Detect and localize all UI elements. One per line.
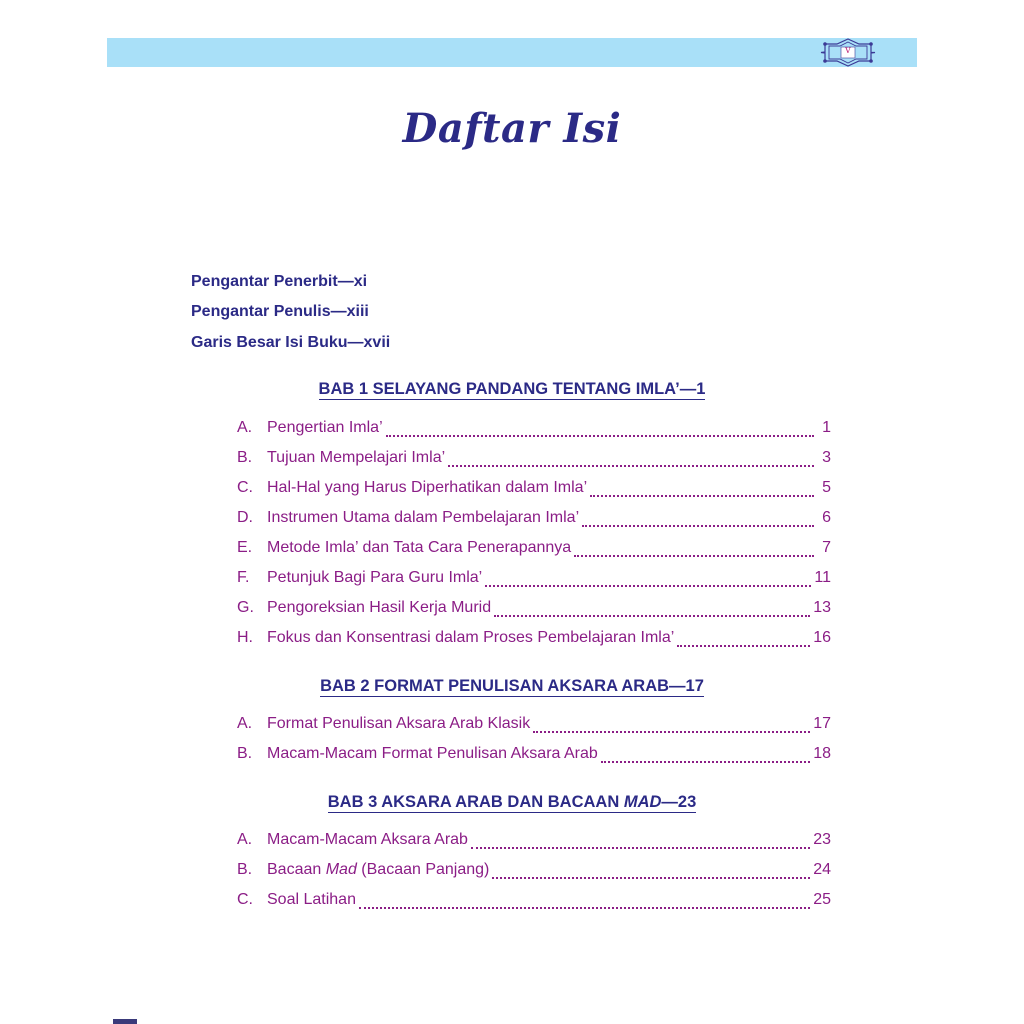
chapter-heading-text: BAB 2 FORMAT PENULISAN AKSARA ARAB—17 [320, 677, 704, 695]
entry-label: Metode Imla’ dan Tata Cara Penerapannya [267, 539, 572, 556]
chapter-heading-tail: —23 [661, 793, 697, 811]
entry-label-pre: Bacaan [267, 861, 326, 878]
toc-entry[interactable] [237, 861, 831, 883]
dot-leader [601, 761, 810, 763]
entry-page: 5 [822, 479, 831, 496]
chapter-heading-italic: MAD [623, 793, 662, 811]
entry-page: 25 [813, 891, 831, 908]
entry-page: 3 [822, 449, 831, 466]
toc-entry[interactable] [237, 891, 831, 913]
front-matter-item[interactable]: Pengantar Penerbit—xi [191, 273, 368, 290]
dot-leader [386, 435, 814, 437]
entry-letter: B. [237, 861, 253, 878]
entry-label: Pengertian Imla’ [267, 419, 383, 436]
entry-label-post: (Bacaan Panjang) [356, 861, 490, 878]
dot-leader [492, 877, 810, 879]
dot-leader [574, 555, 814, 557]
dot-leader [533, 731, 810, 733]
entry-label: Soal Latihan [267, 891, 356, 908]
entry-page: 1 [822, 419, 831, 436]
entry-page: 7 [822, 539, 831, 556]
entry-letter: C. [237, 479, 253, 496]
entry-letter: G. [237, 599, 254, 616]
page-numeral: v [845, 45, 851, 56]
entry-label: Fokus dan Konsentrasi dalam Proses Pembelajaran Imla’ [267, 629, 675, 646]
header-band [107, 38, 917, 67]
dot-leader [494, 615, 810, 617]
toc-entry[interactable] [237, 419, 831, 441]
toc-entry[interactable] [237, 449, 831, 471]
front-matter-item[interactable]: Pengantar Penulis—xiii [191, 303, 369, 320]
entry-label [267, 861, 489, 879]
toc-entry[interactable] [237, 509, 831, 531]
toc-entry[interactable] [237, 479, 831, 501]
entry-label: Pengoreksian Hasil Kerja Murid [267, 599, 492, 616]
entry-letter: C. [237, 891, 253, 908]
dot-leader [677, 645, 810, 647]
entry-letter: D. [237, 509, 253, 526]
entry-letter: H. [237, 629, 253, 646]
dot-leader [485, 585, 811, 587]
chapter-heading[interactable] [0, 677, 1024, 696]
page-edge-mark [113, 1019, 137, 1024]
toc-entry[interactable] [237, 745, 831, 767]
entry-label: Tujuan Mempelajari Imla’ [267, 449, 446, 466]
page-title: Daftar Isi [402, 105, 622, 152]
toc-entry[interactable] [237, 569, 831, 591]
dot-leader [590, 495, 814, 497]
entry-label: Petunjuk Bagi Para Guru Imla’ [267, 569, 483, 586]
entry-label: Hal-Hal yang Harus Diperhatikan dalam Imla’ [267, 479, 588, 496]
entry-letter: F. [237, 569, 250, 586]
entry-page: 13 [813, 599, 831, 616]
entry-label: Macam-Macam Format Penulisan Aksara Arab [267, 745, 598, 762]
entry-page: 24 [813, 861, 831, 878]
entry-page: 11 [814, 569, 831, 586]
dot-leader [471, 847, 810, 849]
chapter-heading-main: BAB 3 AKSARA ARAB DAN BACAAN [327, 793, 624, 811]
entry-label: Macam-Macam Aksara Arab [267, 831, 468, 848]
dot-leader [359, 907, 810, 909]
toc-entry[interactable] [237, 831, 831, 853]
toc-entry[interactable] [237, 539, 831, 561]
front-matter-item[interactable]: Garis Besar Isi Buku—xvii [191, 334, 391, 351]
entry-label-italic: Mad [325, 861, 357, 878]
entry-letter: B. [237, 745, 253, 762]
dot-leader [448, 465, 814, 467]
entry-page: 17 [813, 715, 831, 732]
entry-page: 16 [813, 629, 831, 646]
entry-letter: A. [237, 419, 253, 436]
chapter-heading[interactable] [0, 380, 1024, 399]
entry-label: Instrumen Utama dalam Pembelajaran Imla’ [267, 509, 580, 526]
entry-page: 6 [822, 509, 831, 526]
entry-letter: A. [237, 715, 253, 732]
toc-entry[interactable] [237, 715, 831, 737]
dot-leader [582, 525, 814, 527]
entry-letter: E. [237, 539, 253, 556]
chapter-heading-text: BAB 1 SELAYANG PANDANG TENTANG IMLA’—1 [318, 380, 706, 398]
entry-page: 23 [813, 831, 831, 848]
entry-label: Format Penulisan Aksara Arab Klasik [267, 715, 531, 732]
entry-letter: A. [237, 831, 253, 848]
chapter-heading-text [328, 793, 697, 813]
chapter-heading[interactable] [0, 793, 1024, 812]
toc-entry[interactable] [237, 629, 831, 651]
entry-letter: B. [237, 449, 253, 466]
page-number-ornament [819, 38, 877, 67]
entry-page: 18 [813, 745, 831, 762]
toc-entry[interactable] [237, 599, 831, 621]
